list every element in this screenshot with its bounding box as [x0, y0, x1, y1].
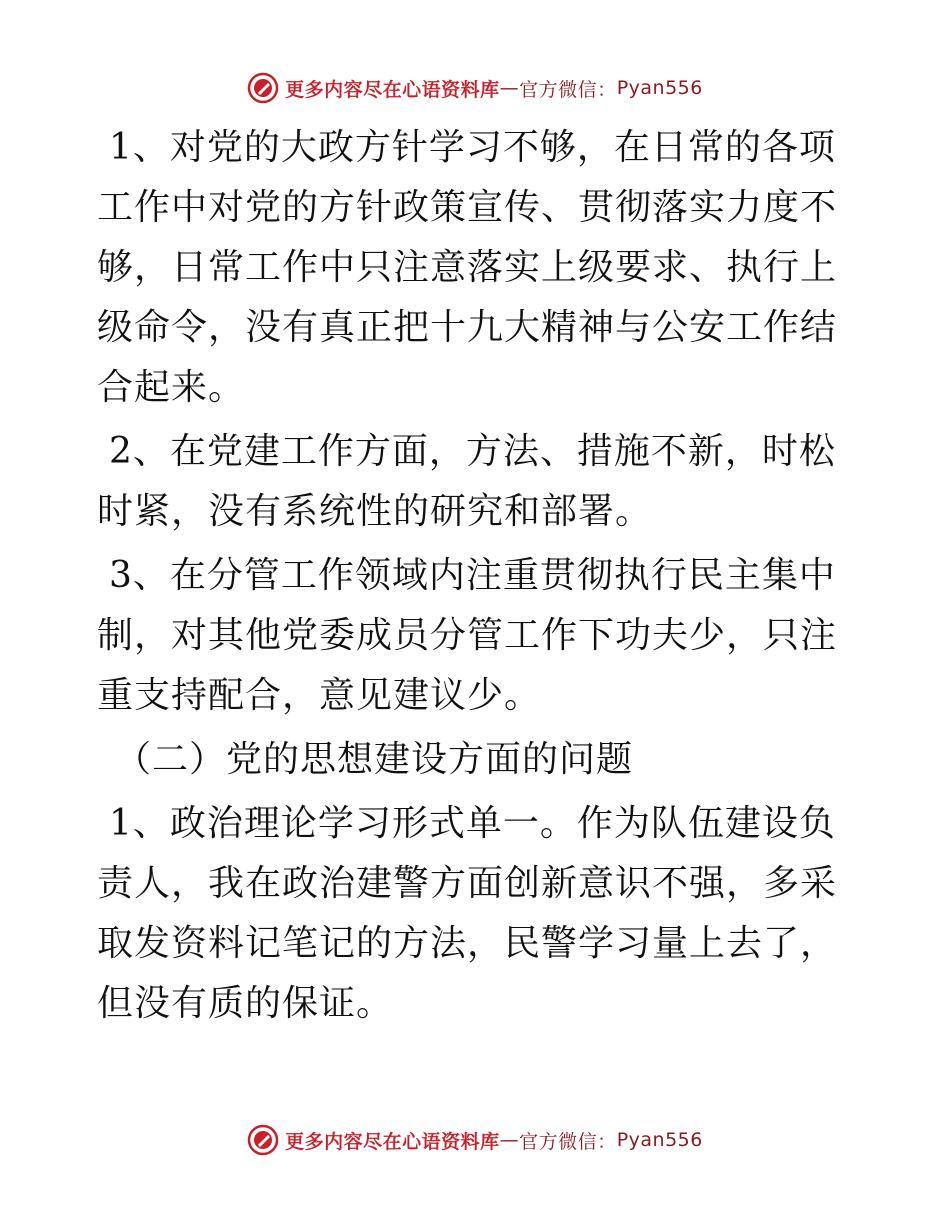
separator-dash: —: [499, 77, 520, 99]
pen-nib-circle-icon: [247, 72, 279, 104]
wechat-label: 官方微信：: [519, 78, 617, 101]
wechat-id: Pyan556: [616, 77, 703, 99]
separator-dash: —: [499, 1129, 520, 1151]
brand-text: 更多内容尽在心语资料库: [285, 1130, 500, 1153]
pen-nib-circle-icon: [247, 1124, 279, 1156]
wechat-label: 官方微信：: [519, 1130, 617, 1153]
document-body: [97, 118, 857, 1038]
paragraph-2: 2、在党建工作方面，方法、措施不新，时松时紧，没有系统性的研究和部署。: [97, 431, 836, 532]
header-watermark: [0, 72, 950, 104]
paragraph-1: 1、对党的大政方针学习不够，在日常的各项工作中对党的方针政策宣传、贯彻落实力度不够，日常工作中只注意落实上级要求、执行上级命令，没有真正把十九大精神与公安工作结合起来。: [97, 127, 838, 408]
paragraph-3: 3、在分管工作领域内注重贯彻执行民主集中制，对其他党委成员分管工作下功夫少，只注重支持配合，意见建议少。: [97, 555, 838, 716]
paragraph-4: 1、政治理论学习形式单一。作为队伍建设负责人，我在政治建警方面创新意识不强，多采取发资料记笔记的方法，民警学习量上去了，但没有质的保证。: [97, 803, 838, 1024]
footer-watermark: [0, 1124, 950, 1156]
brand-text: 更多内容尽在心语资料库: [285, 78, 500, 101]
wechat-id: Pyan556: [616, 1129, 703, 1151]
section-heading: （二）党的思想建设方面的问题: [115, 739, 634, 780]
